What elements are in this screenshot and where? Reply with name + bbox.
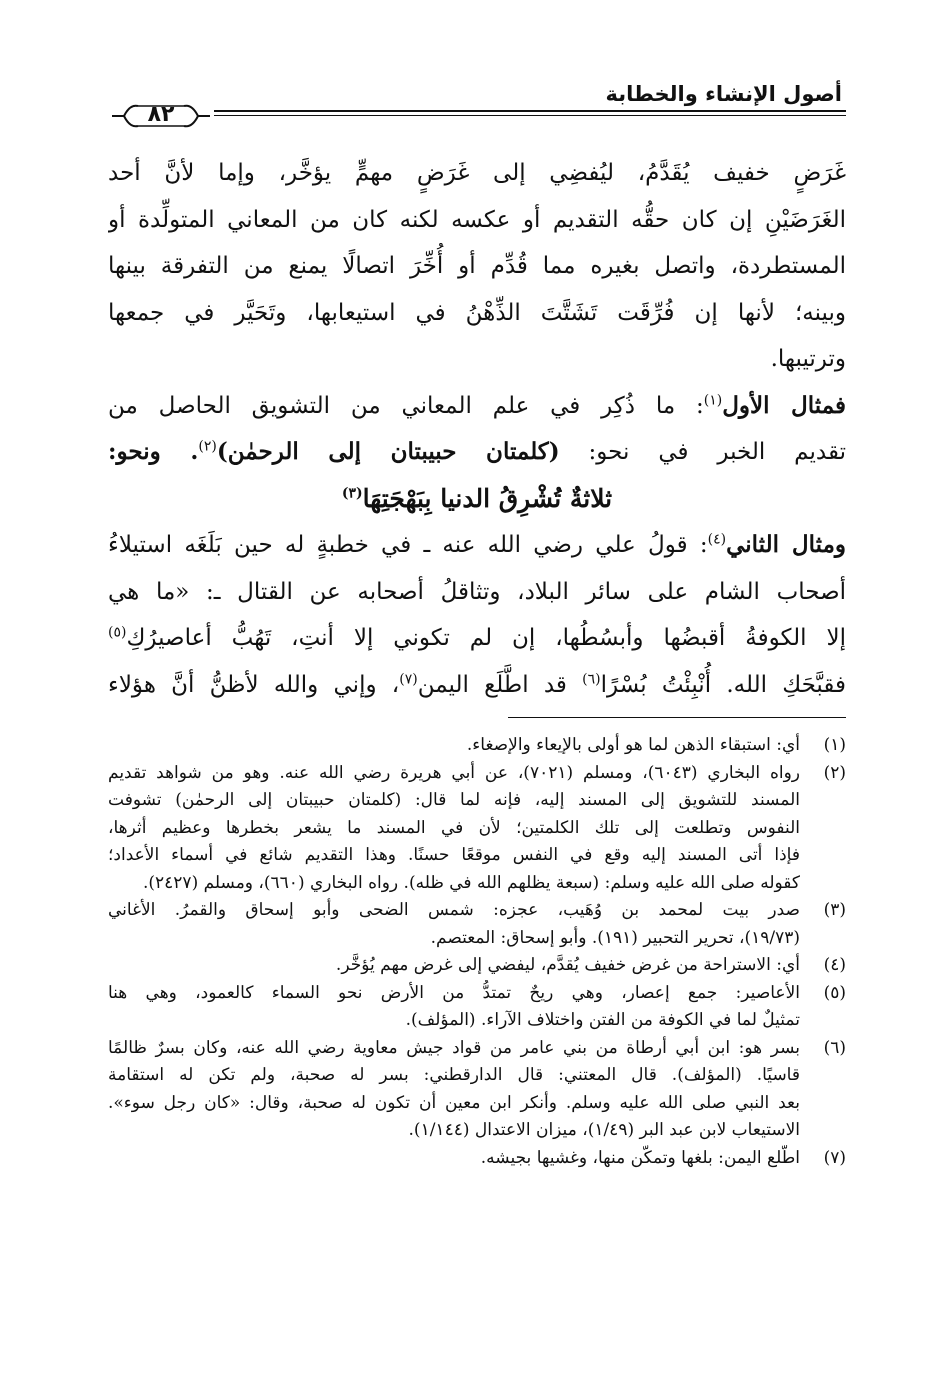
example-two-lead: ومثال الثاني xyxy=(726,531,846,558)
text-line: وترتيبها. xyxy=(770,346,846,372)
text-line: المستطردة، واتصل بغيره مما قُدِّم أو أُخِّرَ اتصالًا يمنع من التفرقة بينها xyxy=(108,253,846,279)
footnote-number: (٦) xyxy=(823,1037,846,1058)
footnote-line: أي: الاستراحة من غرض خفيف يُقدَّم، ليفضي إلى غرض مهم يُؤخَّر. xyxy=(335,955,800,975)
example-one-line: فمثال الأول$^{(١)}$: ما ذُكِر في علم المعاني من التشويق الحاصل من xyxy=(108,391,846,419)
footnote-line: رواه البخاري (٦٠٤٣)، ومسلم (٧٠٢١)، عن أبي هريرة رضي الله عنه. وهو من شواهد تقديم xyxy=(108,762,800,783)
footnote-6 xyxy=(108,1035,846,1145)
footnote-2 xyxy=(108,760,846,898)
footnote-number: (٤) xyxy=(823,955,846,975)
footnote-line: تمثيلٌ لما في الكوفة من الفتن واختلاف الآراء. (المؤلف). xyxy=(405,1010,800,1030)
main-text xyxy=(108,150,846,708)
text-line: فقبَّحَكِ الله. أُنْبِئْتُ بُسْرًا$^{(٦)}$ قد اطَّلَع اليمن$^{(٧)}$، وإني والله لأظنُّ أنَّ هؤلاء xyxy=(108,670,846,698)
text-line: وبينه؛ لأنها إن فُرِّقَت تَشَتَّتَ الذِّهْنُ في استيعابها، وتَحَيَّر في جمعها xyxy=(108,299,846,326)
example-two-line: ومثال الثاني$^{(٤)}$: قولُ علي رضي الله عنه ـ في خطبةٍ له حين بَلَغَه استيلاءُ xyxy=(108,531,846,558)
footnote-ref: (٣) xyxy=(341,485,363,502)
footnote-5 xyxy=(108,980,846,1035)
footnote-line: المسند للتشويق إلى المسند إليه، فإنه لما قال: (كلمتان حبيبتان إلى الرحمٰن) تشوفت xyxy=(108,790,800,810)
hadith-quote: (كلمتان حبيبتان إلى الرحمٰن) xyxy=(216,438,560,465)
text-line: غَرَضٍ خفيف يُقَدَّمُ، ليُفضِي إلى غَرَضٍ مهمٍّ يؤخَّر، وإما لأنَّ أحد xyxy=(108,160,846,186)
footnote-line: (١٩/٧٣)، تحرير التحبير (١٩١). وأبو إسحاق: المعتصم. xyxy=(430,927,800,948)
footnote-3 xyxy=(108,897,846,952)
footnote-line: الاستيعاب لابن عبد البر (١/٤٩)، ميزان الاعتدال (١/١٤٤). xyxy=(408,1120,800,1140)
page-number: ٨٢ xyxy=(147,102,175,127)
footnote-separator xyxy=(508,717,846,718)
example-one-lead: فمثال الأول xyxy=(722,391,846,419)
footnote-ref: (٧) xyxy=(399,670,418,687)
footnote-number: (٥) xyxy=(823,982,846,1003)
header-rule xyxy=(108,110,846,112)
footnote-ref: (٤) xyxy=(707,531,727,548)
footnote-ref: (٦) xyxy=(582,670,601,687)
footnote-line: كقوله صلى الله عليه وسلم: (سبعة يظلهم الله في ظله). رواه البخاري (٦٦٠)، ومسلم (٢٤٢٧). xyxy=(142,872,800,893)
text-line: الغَرَضَيْنِ إن كان حقُّه التقديم أو عكسه لكنه كان من المعاني المتولِّدة أو xyxy=(108,206,846,233)
text-line: إلا الكوفةُ أقبضُها وأبسُطُها، إن لم تكوني إلا أنتِ، تَهُبُّ أعاصيرُكِ$^{(٥)}$ xyxy=(108,624,846,651)
page-header xyxy=(108,70,846,130)
text-line: أصحاب الشام على سائر البلاد، وتثاقلُ أصحابه عن القتال ـ: «ما هي xyxy=(108,578,846,605)
footnote-1 xyxy=(108,732,846,760)
footnote-line: قاسيًا. (المؤلف). قال المعتني: قال الدارقطني: بسر له صحبة، ولم تكن له استقامة xyxy=(108,1065,800,1085)
footnote-line: النفوس وتطلعت إلى تلك الكلمتين؛ لأن في المسند ما يشعر بخطرها وعظيم أثرها، xyxy=(108,817,800,838)
footnote-line: الأعاصير: جمع إعصار، وهي ريحٌ تمتدُّ من الأرض نحو السماء كالعمود، وهي هنا xyxy=(108,982,800,1003)
header-rule-thin xyxy=(108,115,846,116)
footnote-line: بسر هو: ابن أبي أرطاة من بني عامر من قواد جيش معاوية رضي الله عنه، وكان بسرٌ ظالمًا xyxy=(108,1037,800,1058)
footnotes xyxy=(108,732,846,1172)
footnote-line: أي: استبقاء الذهن لما هو أولى بالإيعاء والإصغاء. xyxy=(466,735,800,755)
footnote-ref: (٥) xyxy=(108,624,127,641)
footnote-line: صدر بيت لمحمد بن وُهَيب، عجزه: شمس الضحى وأبو إسحاق والقمرُ. الأغاني xyxy=(108,900,800,920)
footnote-number: (٣) xyxy=(823,900,846,920)
footnote-ref: (٢) xyxy=(198,438,217,455)
example-one-line-2: تقديم الخبر في نحو: (كلمتان حبيبتان إلى الرحمٰن)$^{(٢)}$. ونحو: xyxy=(108,438,846,465)
footnote-number: (١) xyxy=(823,735,846,755)
footnote-number: (٢) xyxy=(823,762,846,783)
footnote-4 xyxy=(108,952,846,980)
footnote-line: فإذا أتى المسند إليه وقع في النفس موقعًا حسنًا. وهذا التقديم شائع في أسماء الأعداد؛ xyxy=(108,845,800,865)
book-title: أصول الإنشاء والخطابة xyxy=(605,82,842,106)
footnote-line: بعد النبي صلى الله عليه وسلم. وأنكر ابن معين أن تكون له صحبة، وقال: «كان رجل سوء». xyxy=(108,1092,800,1113)
poetry-verse: ثلاثةٌ تُشْرِقُ الدنيا بِبَهْجَتِهَا$^{(٣)}$ xyxy=(341,483,613,513)
footnote-ref: (١) xyxy=(703,391,723,408)
footnote-number: (٧) xyxy=(823,1147,846,1168)
page-number-ornament xyxy=(108,98,214,134)
footnote-7 xyxy=(108,1145,846,1173)
footnote-line: اطَّلع اليمن: بلغها وتمكَّن منها، وغشيها بجيشه. xyxy=(480,1147,800,1168)
